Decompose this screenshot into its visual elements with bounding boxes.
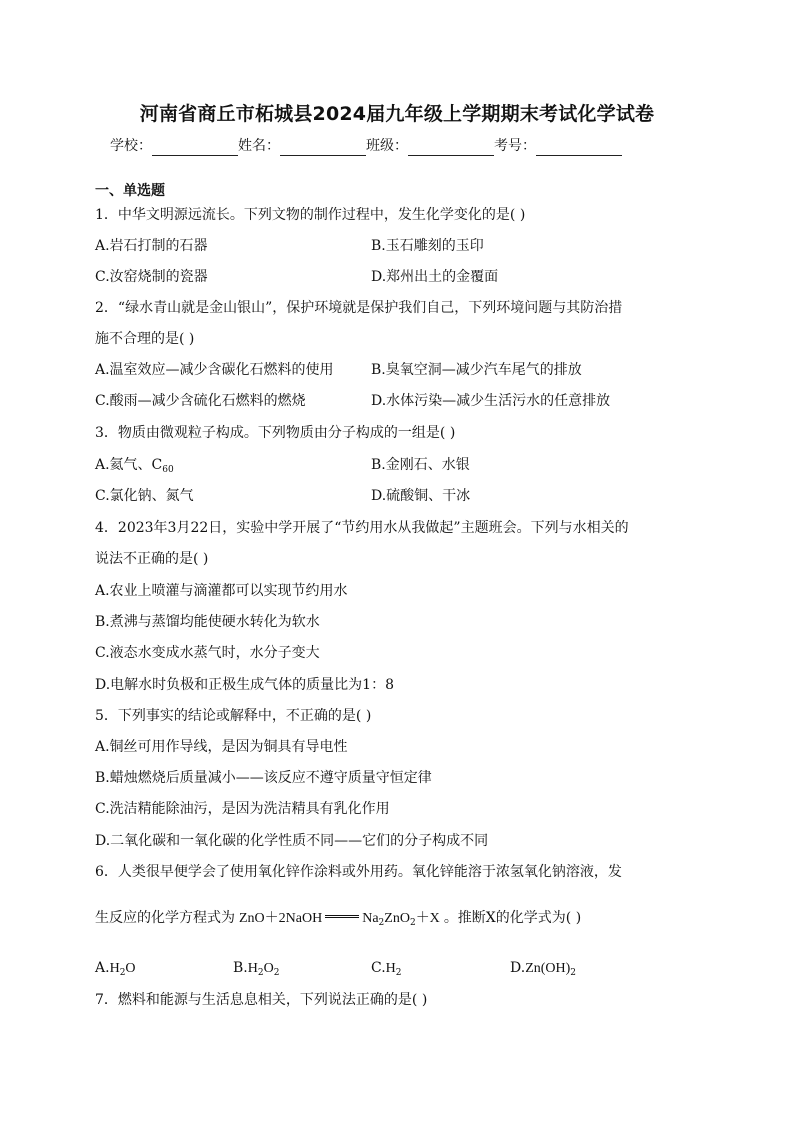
number-label: 考号：: [494, 138, 536, 154]
question-1-option-a: A.岩石打制的石器: [95, 238, 208, 254]
question-4-stem-line-1: 4．2023年3月22日，实验中学开展了“节约用水从我做起”主题班会。下列与水相关的: [95, 520, 629, 536]
question-1-option-c: C.汝窑烧制的瓷器: [95, 269, 208, 285]
question-4-stem-line-2: 说法不正确的是( ): [95, 551, 209, 567]
question-6-stem-suffix: 。推断X的化学式为( ): [443, 910, 582, 926]
exam-title: 河南省商丘市柘城县2024届九年级上学期期末考试化学试卷: [139, 103, 655, 125]
question-4-option-a: A.农业上喷灌与滴灌都可以实现节约用水: [95, 583, 348, 599]
question-4-option-d: D.电解水时负极和正极生成气体的质量比为1：8: [95, 677, 394, 693]
question-6-option-d: [510, 958, 576, 983]
class-blank[interactable]: [408, 139, 494, 156]
question-6-option-a: [95, 958, 136, 983]
question-3-option-a-text: A.氦气、C: [95, 457, 163, 473]
equation-subscript-zno: 2: [409, 918, 416, 928]
equation-product-x: ＋X: [415, 911, 440, 926]
question-3-option-a: [95, 455, 174, 480]
question-6-stem-prefix: 生反应的化学方程式为: [95, 910, 235, 926]
option-b-subscript-h: 2: [257, 968, 264, 978]
question-5-option-b: B.蜡烛燃烧后质量减小——该反应不遵守质量守恒定律: [95, 770, 432, 786]
question-6-stem-line-1: 6．人类很早便学会了使用氧化锌作涂料或外用药。氧化锌能溶于浓氢氧化钠溶液，发: [95, 864, 622, 880]
question-6-option-c: [371, 958, 402, 983]
option-a-label: A.: [95, 960, 110, 976]
question-2-option-c: C.酸雨—减少含硫化石燃料的燃烧: [95, 393, 306, 409]
equation-subscript-na: 2: [378, 918, 385, 928]
question-5-option-c: C.洗洁精能除油污，是因为洗洁精具有乳化作用: [95, 801, 390, 817]
option-c-h: H: [385, 961, 396, 976]
option-b-o: O: [263, 961, 274, 976]
school-label: 学校：: [110, 138, 152, 154]
option-a-o: O: [125, 961, 136, 976]
question-1-option-b: B.玉石雕刻的玉印: [371, 238, 484, 254]
option-d-label: D.: [510, 960, 526, 976]
equation-equals-sign: [325, 915, 359, 918]
question-3-option-a-subscript: 60: [162, 465, 174, 475]
question-2-option-a: A.温室效应—减少含碳化石燃料的使用: [95, 362, 334, 378]
question-4-option-b: B.煮沸与蒸馏均能使硬水转化为软水: [95, 614, 320, 630]
question-3-stem: 3．物质由微观粒子构成。下列物质由分子构成的一组是( ): [95, 425, 456, 441]
question-2-stem-line-2: 施不合理的是( ): [95, 331, 195, 347]
class-label: 班级：: [366, 138, 408, 154]
option-d-subscript: 2: [570, 968, 577, 978]
question-5-option-d: D.二氧化碳和一氧化碳的化学性质不同——它们的分子构成不同: [95, 833, 489, 849]
option-b-subscript-o: 2: [273, 968, 280, 978]
student-info-row: [110, 136, 622, 156]
question-5-option-a: A.铜丝可用作导线，是因为铜具有导电性: [95, 739, 348, 755]
equation-product-zno: ZnO: [384, 911, 410, 926]
question-1-option-d: D.郑州出土的金覆面: [371, 269, 499, 285]
question-2-option-d: D.水体污染—减少生活污水的任意排放: [371, 393, 611, 409]
equation-left-side: ZnO＋2NaOH: [239, 911, 323, 926]
question-7-stem: 7．燃料和能源与生活息息相关，下列说法正确的是( ): [95, 992, 428, 1008]
question-2-option-b: B.臭氧空洞—减少汽车尾气的排放: [371, 362, 582, 378]
question-1-stem: 1．中华文明源远流长。下列文物的制作过程中，发生化学变化的是( ): [95, 207, 526, 223]
option-a-h: H: [109, 961, 120, 976]
equation-product-na: Na: [362, 911, 379, 926]
name-blank[interactable]: [280, 139, 366, 156]
number-blank[interactable]: [536, 139, 622, 156]
question-4-option-c: C.液态水变成水蒸气时，水分子变大: [95, 645, 320, 661]
section-heading: 一、单选题: [95, 183, 165, 199]
option-d-formula: Zn(OH): [525, 961, 571, 976]
option-c-subscript: 2: [395, 968, 402, 978]
question-5-stem: 5．下列事实的结论或解释中，不正确的是( ): [95, 708, 372, 724]
question-6-option-b: [233, 958, 279, 983]
name-label: 姓名：: [238, 138, 280, 154]
school-blank[interactable]: [152, 139, 238, 156]
option-a-subscript: 2: [119, 968, 126, 978]
question-6-stem-line-2: [95, 908, 581, 933]
question-2-stem-line-1: 2．“绿水青山就是金山银山”，保护环境就是保护我们自己，下列环境问题与其防治措: [95, 300, 623, 316]
option-c-label: C.: [371, 960, 386, 976]
question-3-option-c: C.氯化钠、氮气: [95, 488, 194, 504]
question-3-option-d: D.硫酸铜、干冰: [371, 488, 471, 504]
option-b-label: B.: [233, 960, 248, 976]
question-3-option-b: B.金刚石、水银: [371, 457, 470, 473]
option-b-h: H: [247, 961, 258, 976]
